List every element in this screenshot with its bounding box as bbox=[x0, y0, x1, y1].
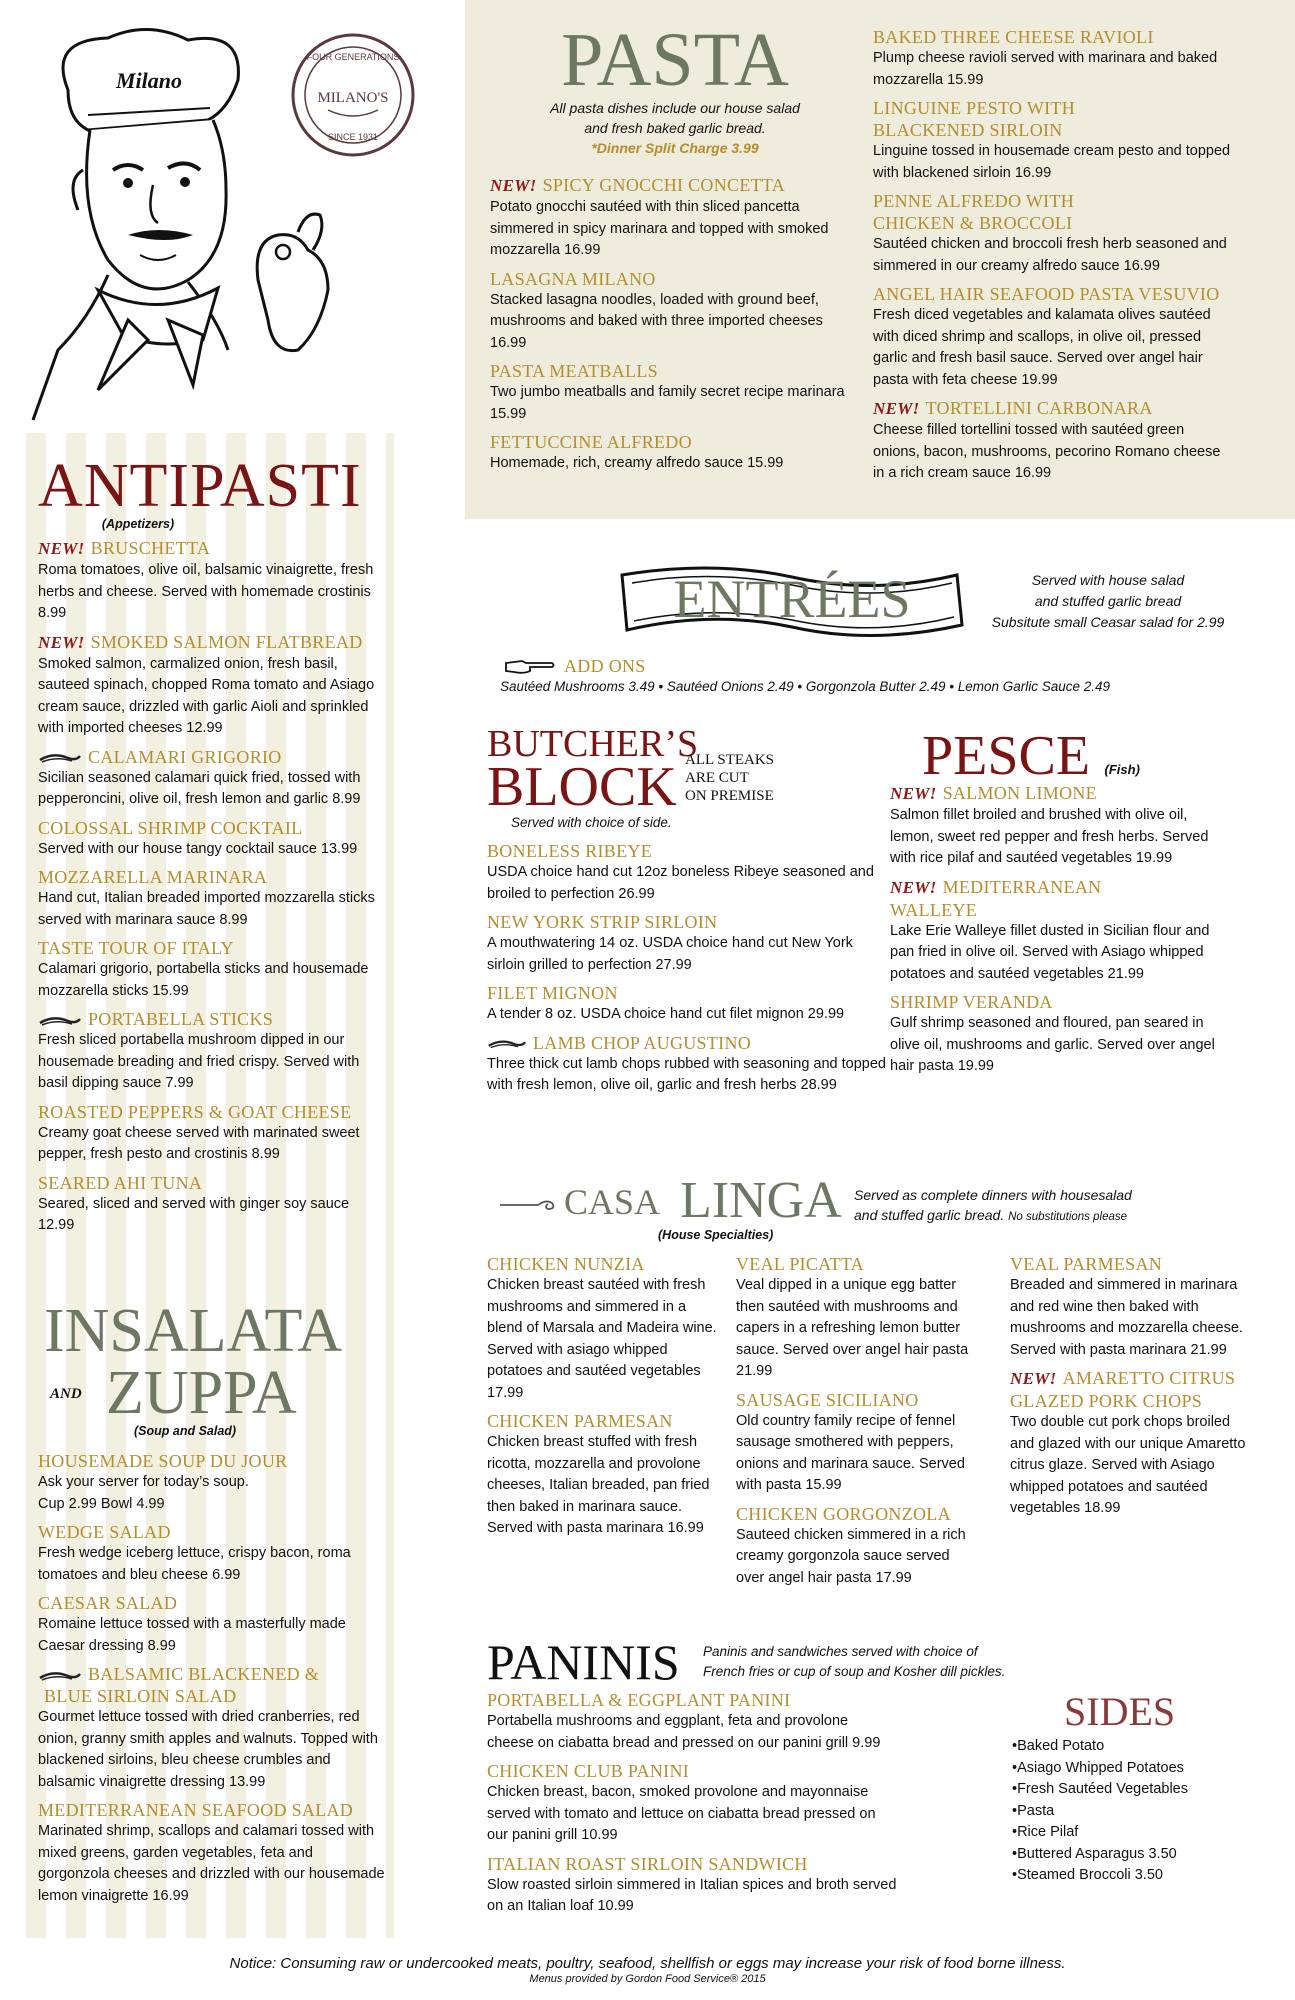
item-description: Chicken breast, bacon, smoked provolone and mayonnaise served with tomato and lettuce on ciabatta bread pressed on our panini grill 10.99 bbox=[487, 1784, 876, 1843]
item-description: Fresh wedge iceberg lettuce, crispy bacon, roma tomatoes and bleu cheese 6.99 bbox=[38, 1545, 351, 1583]
pasta-section bbox=[490, 18, 860, 481]
menu-item bbox=[38, 1172, 388, 1237]
swoosh-icon bbox=[38, 1670, 82, 1682]
menu-item bbox=[487, 1410, 717, 1540]
insalata-title: INSALATA bbox=[44, 1297, 343, 1365]
item-description: Gourmet lettuce tossed with dried cranberries, red onion, granny smith apples and walnuts. Topped with blackened sirloins, bleu cheese crumbles and balsamic vinaigrette dressing 13.99 bbox=[38, 1709, 378, 1790]
new-badge: NEW! bbox=[490, 176, 537, 195]
menu-item bbox=[38, 746, 388, 811]
item-name: BRUSCHETTA bbox=[90, 538, 211, 558]
item-description: Roma tomatoes, olive oil, balsamic vinaigrette, fresh herbs and cheese. Served with homemade crostinis 8.99 bbox=[38, 562, 374, 621]
item-name: SAUSAGE SICILIANO bbox=[736, 1389, 919, 1410]
menu-item bbox=[890, 991, 1230, 1078]
item-description: A mouthwatering 14 oz. USDA choice hand cut New York sirloin grilled to perfection 27.99 bbox=[487, 935, 853, 973]
item-description: Potato gnocchi sautéed with thin sliced pancetta simmered in spicy marinara and topped with smoked mozzarella 16.99 bbox=[490, 199, 829, 258]
item-description: Served with our house tangy cocktail sauce 13.99 bbox=[38, 840, 358, 857]
add-ons-list: Sautéed Mushrooms 3.49 • Sautéed Onions 2.49 • Gorgonzola Butter 2.49 • Lemon Garlic Sauce 2.49 bbox=[500, 679, 1111, 694]
casa-notes: Served as complete dinners with housesalad and stuffed garlic bread. No substitutions please bbox=[854, 1187, 1132, 1223]
item-name-line2: WALLEYE bbox=[890, 899, 978, 920]
menu-item bbox=[890, 876, 1230, 986]
casa-column-2 bbox=[736, 1253, 976, 1595]
menu-item bbox=[38, 1101, 388, 1166]
side-item: • Rice Pilaf bbox=[1012, 1822, 1242, 1844]
item-name: FILET MIGNON bbox=[487, 983, 618, 1003]
side-item: • Buttered Asparagus 3.50 bbox=[1012, 1844, 1242, 1866]
entrees-note: Served with house salad bbox=[1031, 572, 1185, 588]
item-name: BONELESS RIBEYE bbox=[487, 841, 653, 861]
menu-item bbox=[490, 174, 860, 262]
swoosh-icon bbox=[38, 1015, 82, 1027]
casa-linga-header bbox=[498, 1172, 1278, 1245]
item-name: COLOSSAL SHRIMP COCKTAIL bbox=[38, 817, 303, 838]
item-name: VEAL PARMESAN bbox=[1010, 1254, 1163, 1274]
item-name: SALMON LIMONE bbox=[942, 783, 1097, 803]
item-name: ITALIAN ROAST SIRLOIN SANDWICH bbox=[487, 1853, 808, 1874]
menu-item bbox=[38, 1592, 388, 1657]
item-name: TASTE TOUR OF ITALY bbox=[38, 938, 234, 958]
pointing-hand-icon bbox=[504, 657, 556, 675]
menu-item bbox=[487, 982, 887, 1026]
item-name: TORTELLINI CARBONARA bbox=[925, 398, 1153, 418]
menu-item bbox=[38, 866, 388, 931]
item-name: SPICY GNOCCHI CONCETTA bbox=[542, 175, 786, 195]
item-description: USDA choice hand cut 12oz boneless Ribeye seasoned and broiled to perfection 26.99 bbox=[487, 864, 874, 902]
pasta-title: PASTA bbox=[561, 18, 789, 102]
menu-item bbox=[873, 26, 1233, 91]
item-name: ANGEL HAIR SEAFOOD PASTA VESUVIO bbox=[873, 284, 1220, 304]
item-price: Cup 2.99 Bowl 4.99 bbox=[38, 1495, 165, 1512]
entrees-banner bbox=[612, 555, 972, 645]
item-description: Fresh sliced portabella mushroom dipped in our housemade breading and fried crispy. Served with basil dipping sauce 7.99 bbox=[38, 1032, 360, 1091]
item-description: Seared, sliced and served with ginger soy sauce 12.99 bbox=[38, 1195, 350, 1233]
item-name: BAKED THREE CHEESE RAVIOLI bbox=[873, 27, 1154, 47]
new-badge: NEW! bbox=[1010, 1369, 1057, 1388]
menu-item bbox=[873, 97, 1233, 184]
pasta-note: and fresh baked garlic bread. bbox=[584, 120, 766, 136]
item-name: SHRIMP VERANDA bbox=[890, 992, 1053, 1012]
menu-item bbox=[38, 537, 388, 625]
menu-item bbox=[736, 1503, 976, 1590]
dinner-split-charge: *Dinner Split Charge 3.99 bbox=[591, 140, 759, 156]
flourish-icon bbox=[498, 1195, 558, 1215]
menu-item bbox=[38, 1008, 388, 1095]
new-badge: NEW! bbox=[890, 877, 937, 897]
steaks-note: ALL STEAKS ARE CUT ON PREMISE bbox=[685, 752, 775, 804]
new-badge: NEW! bbox=[873, 399, 920, 418]
item-description: Homemade, rich, creamy alfredo sauce 15.99 bbox=[490, 455, 784, 471]
sides-list bbox=[1012, 1736, 1242, 1887]
hat-logo-text: Milano bbox=[116, 68, 183, 93]
item-description: Plump cheese ravioli served with marinara and baked mozzarella 15.99 bbox=[873, 50, 1218, 88]
swoosh-icon bbox=[38, 752, 82, 764]
side-item: • Baked Potato bbox=[1012, 1736, 1242, 1758]
item-description: Chicken breast stuffed with fresh ricotta, mozzarella and provolone cheeses, Italian breaded, pan fried then baked in marinara sauce. Served with pasta marinara 16.99 bbox=[487, 1434, 710, 1536]
item-name: CHICKEN NUNZIA bbox=[487, 1254, 645, 1274]
item-name: PORTABELLA STICKS bbox=[88, 1009, 274, 1029]
item-name-line2: CHICKEN & BROCCOLI bbox=[873, 213, 1073, 233]
zuppa-title: ZUPPA bbox=[106, 1359, 297, 1427]
menu-item bbox=[487, 1253, 717, 1404]
side-item: • Fresh Sautéed Vegetables bbox=[1012, 1779, 1242, 1801]
item-name: CALAMARI GRIGORIO bbox=[88, 746, 282, 767]
item-name: CHICKEN GORGONZOLA bbox=[736, 1503, 951, 1524]
item-description: Lake Erie Walleye fillet dusted in Sicilian flour and pan fried in olive oil. Served with Asiago whipped potatoes and sautéed vegetables 21.99 bbox=[890, 922, 1210, 982]
menu-credit: Menus provided by Gordon Food Service® 2015 bbox=[529, 1973, 766, 1985]
item-description: Sicilian seasoned calamari quick fried, tossed with pepperoncini, olive oil, fresh lemon and garlic 8.99 bbox=[38, 769, 361, 807]
menu-item bbox=[1010, 1367, 1255, 1520]
antipasti-section bbox=[38, 452, 388, 1243]
menu-item bbox=[736, 1389, 976, 1497]
new-badge: NEW! bbox=[890, 784, 937, 803]
butchers-title-line2: BLOCK bbox=[487, 756, 677, 818]
menu-item bbox=[487, 1689, 1047, 1754]
item-name: MOZZARELLA MARINARA bbox=[38, 867, 268, 887]
item-name: VEAL PICATTA bbox=[736, 1254, 864, 1274]
item-name: BALSAMIC BLACKENED & bbox=[88, 1664, 320, 1684]
item-name: SMOKED SALMON FLATBREAD bbox=[90, 631, 363, 652]
side-item: • Asiago Whipped Potatoes bbox=[1012, 1758, 1242, 1780]
add-ons-label: ADD ONS bbox=[564, 656, 646, 676]
item-description: Two jumbo meatballs and family secret recipe marinara 15.99 bbox=[490, 384, 845, 422]
item-name: CAESAR SALAD bbox=[38, 1593, 178, 1613]
item-description: A tender 8 oz. USDA choice hand cut filet mignon 29.99 bbox=[487, 1006, 845, 1022]
item-name: MEDITERRANEAN SEAFOOD SALAD bbox=[38, 1800, 354, 1820]
pasta-column-2 bbox=[873, 26, 1233, 491]
entrees-notes bbox=[978, 570, 1238, 633]
item-description: Gulf shrimp seasoned and floured, pan seared in olive oil, mushrooms and garlic. Served over angel hair pasta 19.99 bbox=[890, 1015, 1215, 1074]
sides-section bbox=[1012, 1690, 1242, 1887]
menu-item bbox=[487, 1853, 1047, 1918]
antipasti-title: ANTIPASTI bbox=[38, 452, 362, 520]
butchers-block-section bbox=[487, 725, 887, 1103]
item-description: Romaine lettuce tossed with a masterfully made Caesar dressing 8.99 bbox=[38, 1616, 346, 1654]
item-description: Sauteed chicken simmered in a rich creamy gorgonzola sauce served over angel hair pasta 17.99 bbox=[736, 1526, 966, 1586]
menu-item bbox=[487, 911, 887, 976]
paninis-notes: Paninis and sandwiches served with choice of French fries or cup of soup and Kosher dill pickles. bbox=[703, 1644, 1006, 1679]
item-description: Two double cut pork chops broiled and glazed with our unique Amaretto citrus glaze. Served with Asiago whipped potatoes and sautéed vegetables 18.99 bbox=[1010, 1414, 1246, 1516]
item-name: ROASTED PEPPERS & GOAT CHEESE bbox=[38, 1101, 352, 1122]
menu-item bbox=[487, 1760, 1047, 1847]
menu-item bbox=[890, 782, 1230, 870]
new-badge: NEW! bbox=[38, 632, 85, 652]
add-ons bbox=[500, 655, 1111, 694]
item-description: Veal dipped in a unique egg batter then sautéed with mushrooms and capers in a refreshing lemon butter sauce. Served over angel hair pasta 21.99 bbox=[736, 1277, 969, 1379]
item-name: LAMB CHOP AUGUSTINO bbox=[533, 1032, 752, 1053]
item-description: Salmon fillet broiled and brushed with olive oil, lemon, sweet red pepper and fresh herbs. Served with rice pilaf and sautéed vegetables 19.99 bbox=[890, 807, 1209, 866]
stamp-bottom-text: SINCE 1931 bbox=[327, 132, 379, 142]
casa-title: CASA bbox=[564, 1182, 661, 1222]
butchers-title-line1: BUTCHER’S bbox=[487, 723, 699, 765]
swoosh-icon bbox=[487, 1038, 527, 1050]
menu-item bbox=[38, 1799, 388, 1907]
pesce-title: PESCE bbox=[922, 725, 1091, 787]
item-name: PASTA MEATBALLS bbox=[490, 361, 658, 381]
item-description: Marinated shrimp, scallops and calamari tossed with mixed greens, garden vegetables, feta and gorgonzola cheeses and drizzled with our housemade lemon vinaigrette 16.99 bbox=[38, 1823, 385, 1904]
menu-item bbox=[490, 360, 860, 425]
casa-subtitle: (House Specialties) bbox=[658, 1228, 774, 1242]
menu-item bbox=[736, 1253, 976, 1383]
item-name: FETTUCCINE ALFREDO bbox=[490, 432, 692, 452]
item-name: AMARETTO CITRUS bbox=[1062, 1368, 1236, 1388]
item-description: Cheese filled tortellini tossed with sautéed green onions, bacon, mushrooms, pecorino Romano cheese in a rich cream sauce 16.99 bbox=[873, 422, 1221, 481]
item-name: MEDITERRANEAN bbox=[942, 876, 1102, 897]
butchers-served-note: Served with choice of side. bbox=[511, 815, 672, 830]
new-badge: NEW! bbox=[38, 539, 85, 558]
item-description: Calamari grigorio, portabella sticks and housemade mozzarella sticks 15.99 bbox=[38, 961, 369, 999]
menu-item bbox=[487, 1032, 887, 1097]
item-name: SEARED AHI TUNA bbox=[38, 1172, 203, 1193]
item-description: Fresh diced vegetables and kalamata olives sautéed with diced shrimp and scallops, in olive oil, pressed garlic and fresh basil sauce. Served over angel hair pasta with feta cheese 19.99 bbox=[873, 307, 1211, 388]
menu-item bbox=[38, 1663, 388, 1793]
pesce-subtitle: (Fish) bbox=[1104, 762, 1140, 777]
item-description: Creamy goat cheese served with marinated sweet pepper, fresh pesto and crostinis 8.99 bbox=[38, 1124, 360, 1162]
linga-title: LINGA bbox=[680, 1172, 842, 1229]
casa-column-1 bbox=[487, 1253, 717, 1546]
antipasti-items bbox=[38, 537, 388, 1237]
food-safety-notice: Notice: Consuming raw or undercooked meats, poultry, seafood, shellfish or eggs may increase your risk of food borne illness. bbox=[229, 1955, 1066, 1972]
paninis-title: PANINIS bbox=[487, 1634, 680, 1690]
item-description: Slow roasted sirloin simmered in Italian spices and broth served on an Italian loaf 10.99 bbox=[487, 1876, 897, 1914]
insalata-section bbox=[38, 1297, 388, 1913]
item-name-line2: GLAZED PORK CHOPS bbox=[1010, 1391, 1203, 1411]
menu-item bbox=[487, 840, 887, 905]
item-name: LASAGNA MILANO bbox=[490, 268, 656, 289]
side-item: • Steamed Broccoli 3.50 bbox=[1012, 1865, 1242, 1887]
menu-item bbox=[38, 1521, 388, 1586]
item-description: Old country family recipe of fennel sausage smothered with peppers, onions and marinara sauce. Served with pasta 15.99 bbox=[736, 1412, 965, 1493]
pasta-note: All pasta dishes include our house salad bbox=[550, 100, 800, 116]
item-name: PORTABELLA & EGGPLANT PANINI bbox=[487, 1690, 791, 1710]
item-name: CHICKEN PARMESAN bbox=[487, 1411, 673, 1431]
item-description: Sautéed chicken and broccoli fresh herb seasoned and simmered in our creamy alfredo sauce 16.99 bbox=[873, 236, 1227, 274]
item-name-line2: BLACKENED SIRLOIN bbox=[873, 120, 1063, 140]
insalata-subtitle: (Soup and Salad) bbox=[134, 1424, 237, 1438]
item-description: Breaded and simmered in marinara and red wine then baked with mushrooms and mozzarella cheese. Served with pasta marinara 21.99 bbox=[1010, 1277, 1243, 1358]
item-description: Portabella mushrooms and eggplant, feta and provolone cheese on ciabatta bread and pressed on our panini grill 9.99 bbox=[487, 1713, 881, 1751]
item-name: HOUSEMADE SOUP DU JOUR bbox=[38, 1451, 288, 1471]
item-name: NEW YORK STRIP SIRLOIN bbox=[487, 912, 718, 932]
antipasti-subtitle: (Appetizers) bbox=[101, 517, 175, 531]
menu-item bbox=[38, 631, 388, 740]
item-name: LINGUINE PESTO WITH bbox=[873, 98, 1076, 118]
menu-item bbox=[873, 190, 1233, 277]
item-description: Stacked lasagna noodles, loaded with ground beef, mushrooms and baked with three imported cheeses 16.99 bbox=[490, 291, 823, 351]
item-name: WEDGE SALAD bbox=[38, 1522, 171, 1542]
menu-item bbox=[38, 1450, 388, 1515]
item-name: CHICKEN CLUB PANINI bbox=[487, 1761, 690, 1781]
menu-item bbox=[1010, 1253, 1255, 1361]
item-description: Ask your server for today’s soup. bbox=[38, 1474, 249, 1490]
item-description: Smoked salmon, carmalized onion, fresh basil, sauteed spinach, chopped Roma tomato and Asiago cream sauce, drizzled with garlic Aioli and sprinkled with imported cheeses 12.99 bbox=[38, 655, 375, 736]
milanos-stamp-logo bbox=[288, 30, 418, 160]
side-item: • Pasta bbox=[1012, 1801, 1242, 1823]
stamp-top-text: FOUR GENERATIONS bbox=[306, 52, 400, 62]
casa-column-3 bbox=[1010, 1253, 1255, 1526]
menu-item bbox=[873, 397, 1233, 485]
paninis-section bbox=[487, 1635, 1047, 1924]
menu-item bbox=[490, 431, 860, 475]
menu-item bbox=[873, 283, 1233, 391]
menu-item bbox=[490, 268, 860, 355]
item-description: Three thick cut lamb chops rubbed with seasoning and topped with fresh lemon, olive oil, garlic and fresh herbs 28.99 bbox=[487, 1055, 886, 1093]
entrees-note: Subsitute small Ceasar salad for 2.99 bbox=[991, 614, 1225, 630]
stamp-center-text: MILANO'S bbox=[317, 90, 389, 106]
item-description: Linguine tossed in housemade cream pesto and topped with blackened sirloin 16.99 bbox=[873, 143, 1231, 181]
item-name: PENNE ALFREDO WITH bbox=[873, 191, 1075, 211]
insalata-and: AND bbox=[50, 1386, 82, 1402]
entrees-note: and stuffed garlic bread bbox=[1034, 593, 1182, 609]
item-name-line2: BLUE SIRLOIN SALAD bbox=[44, 1686, 237, 1706]
item-description: Hand cut, Italian breaded imported mozzarella sticks served with marinara sauce 8.99 bbox=[38, 890, 375, 928]
menu-item bbox=[38, 937, 388, 1002]
item-description: Chicken breast sautéed with fresh mushrooms and simmered in a blend of Marsala and Madeira wine. Served with asiago whipped potatoes and sautéed vegetables 17.99 bbox=[487, 1277, 717, 1401]
sides-title: SIDES bbox=[1064, 1689, 1176, 1734]
pesce-section bbox=[890, 725, 1230, 1084]
footer bbox=[0, 1955, 1295, 1985]
menu-item bbox=[38, 817, 388, 861]
entrees-title: ENTRÉES bbox=[673, 569, 911, 629]
